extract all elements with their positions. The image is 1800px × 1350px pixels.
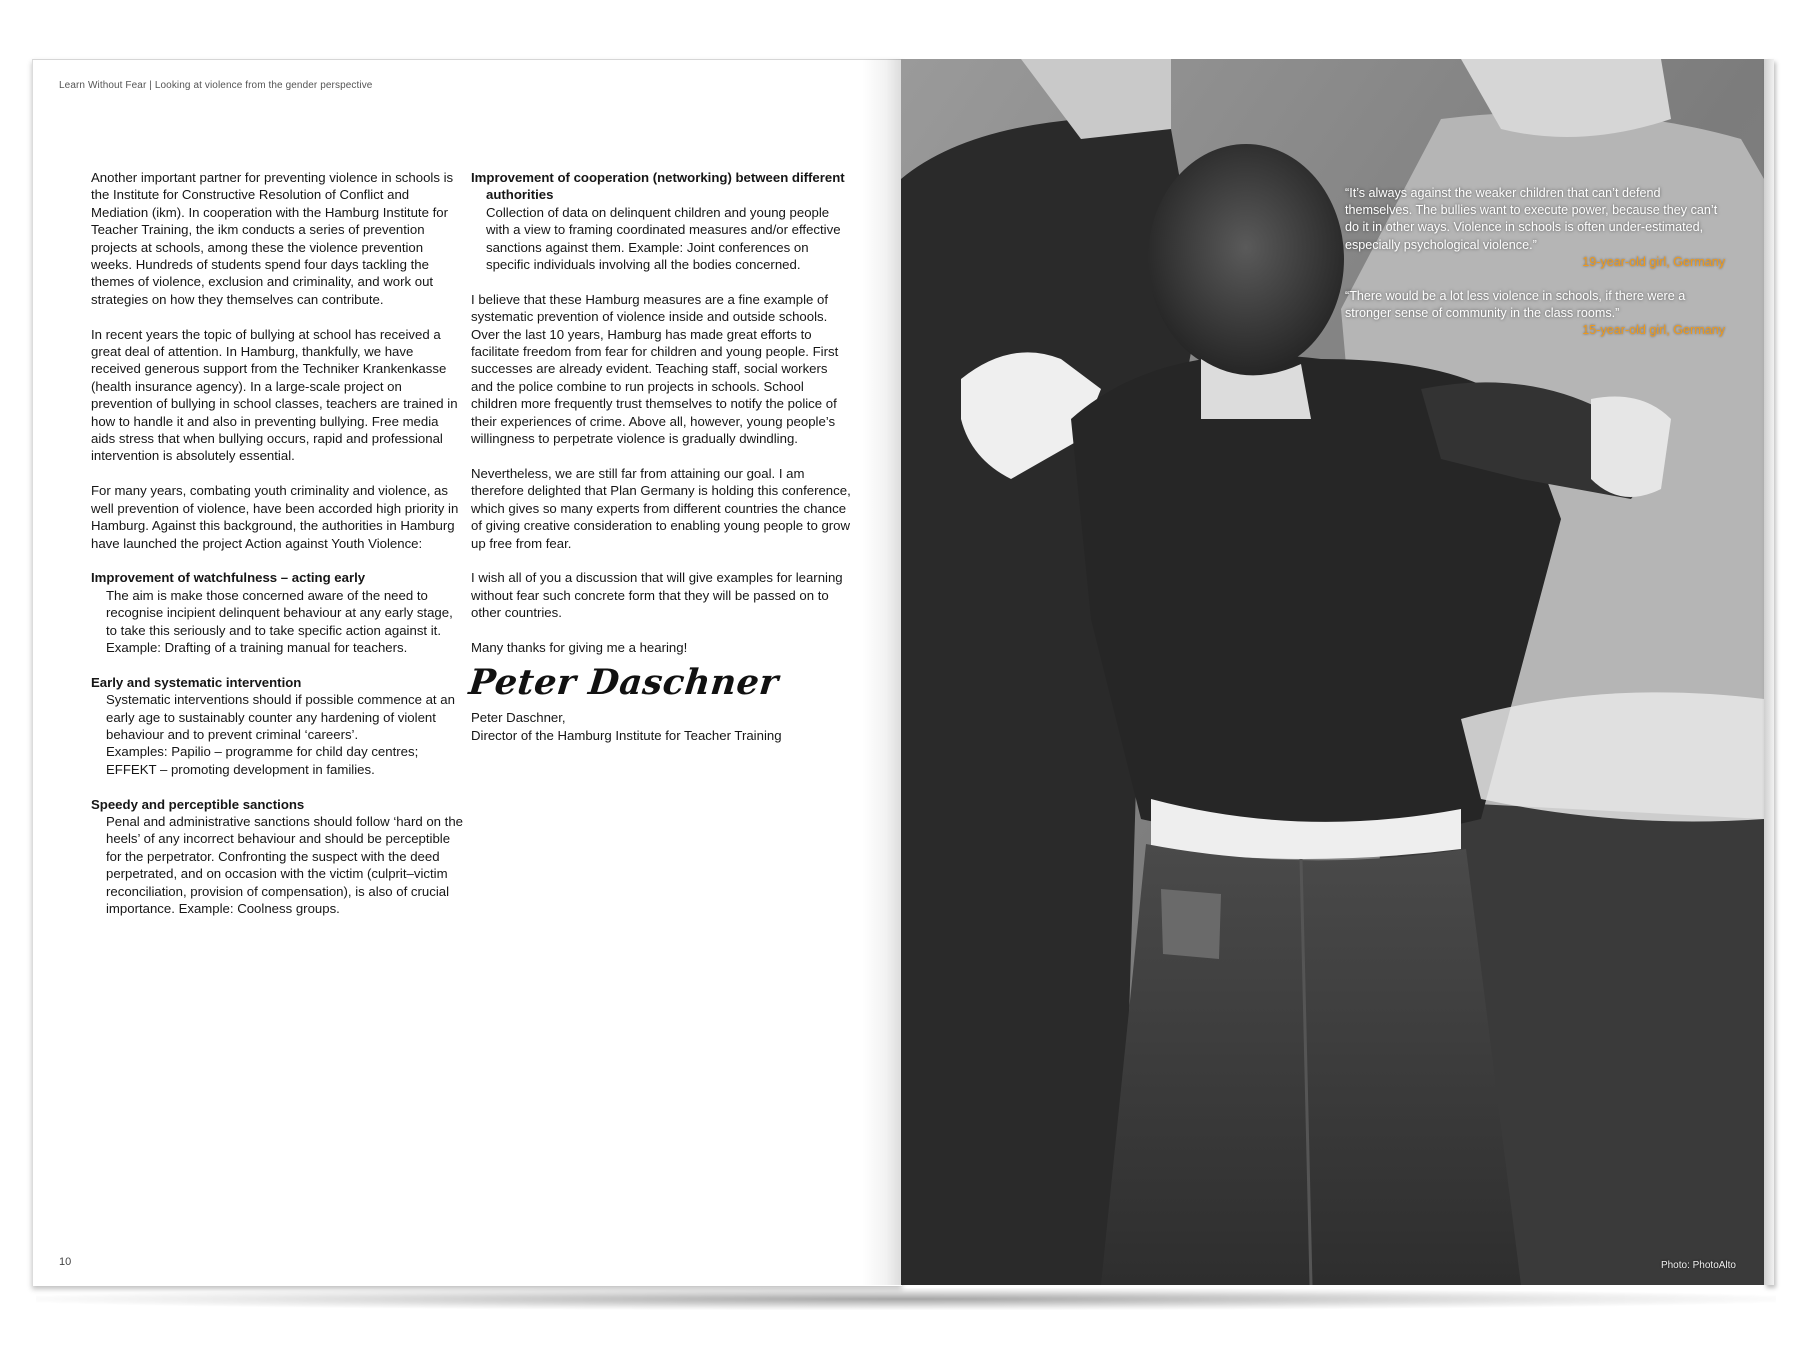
section-heading: Early and systematic intervention [91, 674, 302, 690]
handwritten-signature: Peter Daschner [466, 661, 781, 703]
section-examples: Examples: Papilio – programme for child day centres; [106, 744, 419, 760]
page-edge [1764, 59, 1774, 1285]
section-heading: Speedy and perceptible sanctions [91, 796, 305, 812]
section-heading: Improvement of cooperation (networking) between different authorities [471, 170, 845, 203]
section-text: The aim is make those concerned aware of the need to recognise incipient delinquent behaviour at any early stage, to take this seriously and to take specific action against it. Example: Drafting of a training manual for teachers. [106, 587, 453, 655]
quote-block-2 [1345, 288, 1725, 340]
paragraph: Many thanks for giving me a hearing! [471, 639, 688, 655]
quote-block-1 [1345, 185, 1725, 271]
quote-text: “It’s always against the weaker children that can’t defend themselves. The bullies want to execute power, because they can’t do it in other ways. Violence in schools is often under-estimated, especially psychological violence.” [1345, 186, 1718, 252]
paragraph: Another important partner for preventing violence in schools is the Institute for Constructive Resolution of Conflict and Mediation (ikm). In cooperation with the Hamburg Institute for Teacher Training, the ikm conducts a series of prevention projects at schools, among these the violence prevention weeks. Hundreds of students spend four days tackling the themes of violence, exclusion and criminality, and work out strategies on how they themselves can contribute. [91, 170, 454, 307]
quote-text: “There would be a lot less violence in schools, if there were a stronger sense of community in the class rooms.” [1345, 289, 1686, 321]
section-heading: Improvement of watchfulness – acting early [91, 570, 366, 586]
paragraph: In recent years the topic of bullying at school has received a great deal of attention. In Hamburg, thankfully, we have received generous support from the Techniker Krankenkasse (health insurance agency). In a large-scale project on prevention of bullying in school classes, teachers are trained in how to handle it and also in preventing bullying. Free media aids stress that when bullying occurs, rapid and professional intervention is absolutely essential. [91, 326, 458, 464]
photo-page [901, 59, 1764, 1285]
paragraph: For many years, combating youth criminality and violence, as well prevention of violence, have been accorded high priority in Hamburg. Against this background, the authorities in Hamburg have launched the project Action against Youth Violence: [91, 483, 459, 551]
paragraph: I believe that these Hamburg measures are a fine example of systematic prevention of violence inside and outside schools. Over the last 10 years, Hamburg has made great efforts to facilitate freedom from fear for children and young people. First successes are already evident. Teaching staff, social workers and the police combine to run projects in schools. School children more frequently trust themselves to notify the police of their experiences of crime. Above all, however, young people’s willingness to perpetrate violence is gradually dwindling. [471, 291, 839, 447]
signatory-name: Peter Daschner, [471, 710, 566, 726]
spread-shadow [36, 1288, 1776, 1310]
left-page [32, 59, 902, 1286]
signatory-title: Director of the Hamburg Institute for Teacher Training [471, 727, 782, 743]
section-text: Systematic interventions should if possible commence at an early age to sustainably counter any hardening of violent behaviour and to prevent criminal ‘careers’. [106, 692, 455, 742]
quote-attribution: 19-year-old girl, Germany [1582, 254, 1725, 269]
quote-attribution: 15-year-old girl, Germany [1582, 323, 1725, 338]
section-text: Penal and administrative sanctions should follow ‘hard on the heels’ of any incorrect behaviour and should be perceptible for the perpetrator. Confronting the suspect with the deed perpetrated, and on occasion with the victim (culprit–victim reconciliation, provision of compensation), is also of crucial importance. Example: Coolness groups. [106, 813, 464, 916]
paragraph: I wish all of you a discussion that will give examples for learning without fear such concrete form that they will be passed on to other countries. [471, 570, 843, 621]
left-text-column [91, 169, 463, 935]
right-text-column [466, 169, 851, 744]
running-header: Learn Without Fear | Looking at violence from the gender perspective [59, 80, 373, 91]
section-text: Collection of data on delinquent children and young people with a view to framing coordinated measures and/or effective sanctions against them. Example: Joint conferences on specific individuals involving all the bodies concerned. [486, 204, 841, 273]
section-examples: EFFEKT – promoting development in families. [106, 761, 375, 777]
photo-credit: Photo: PhotoAlto [1660, 1260, 1736, 1271]
page-number: 10 [59, 1256, 72, 1268]
paragraph: Nevertheless, we are still far from attaining our goal. I am therefore delighted that Plan Germany is holding this conference, which gives so many experts from different countries the chance of giving creative consideration to enabling young people to grow up free from fear. [471, 465, 851, 551]
